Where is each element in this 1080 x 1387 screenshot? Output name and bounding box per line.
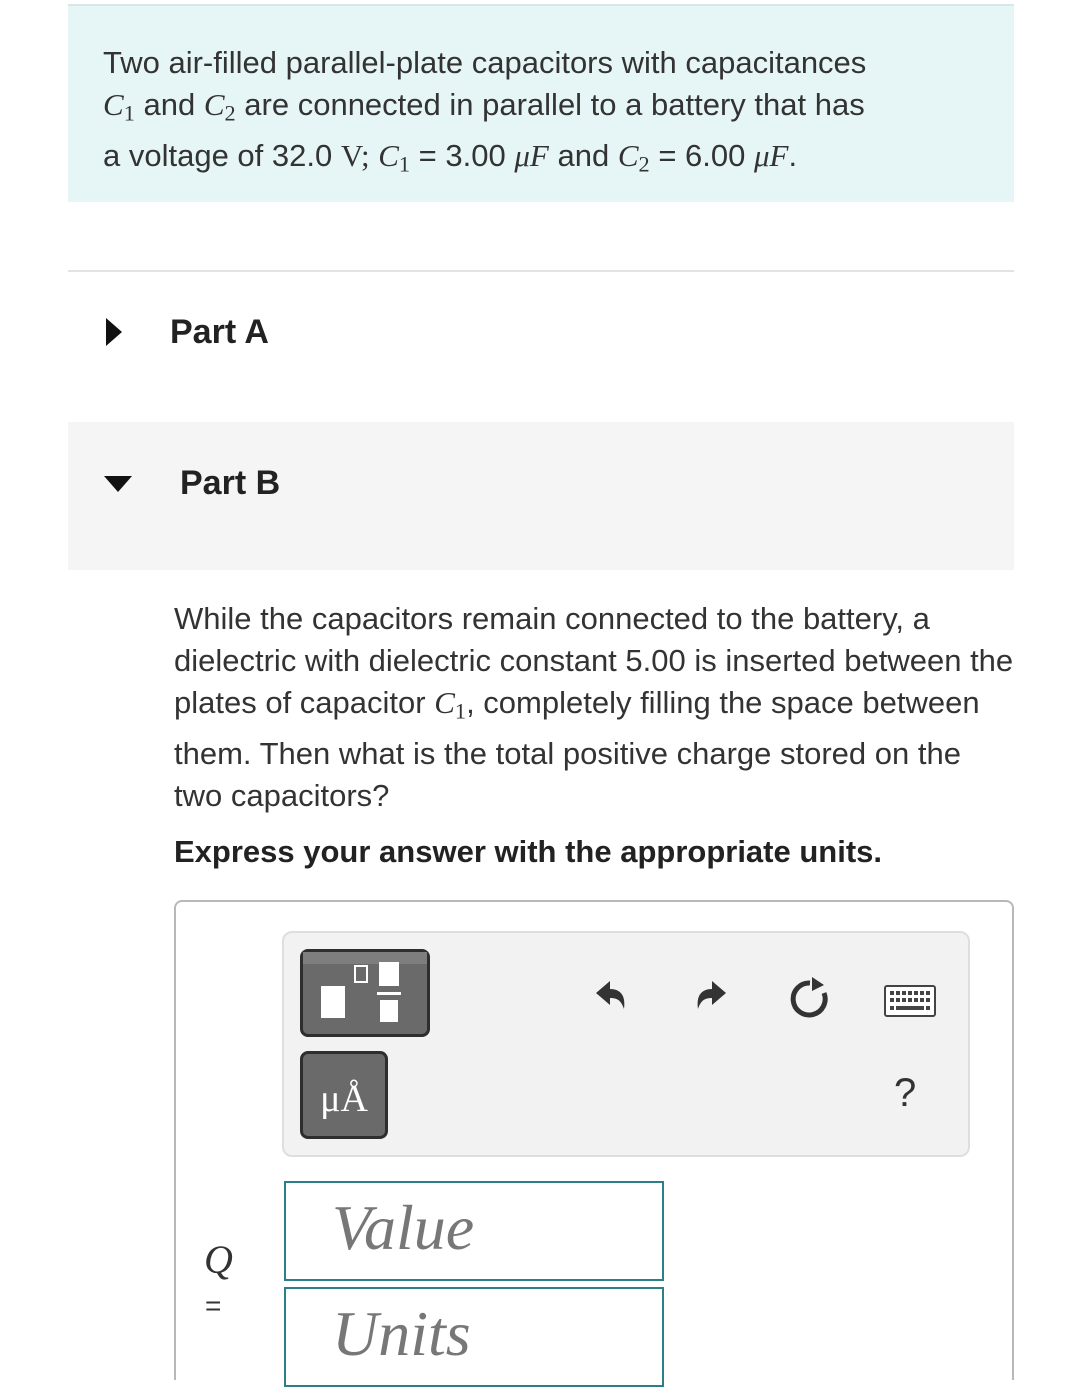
c2-value: = 6.00 bbox=[658, 137, 746, 173]
c2-symbol: $C_2$ bbox=[203, 87, 236, 126]
value-input[interactable] bbox=[284, 1181, 664, 1281]
math-toolbar bbox=[282, 931, 970, 1157]
collapse-arrow-icon[interactable] bbox=[104, 476, 132, 492]
redo-icon[interactable] bbox=[688, 969, 736, 1017]
volt-unit: V bbox=[340, 137, 361, 173]
question-text-1: While the capacitors remain connected to the battery, a dielectric with dielectric constant 5.00 is inserted between the plates of capacitor bbox=[174, 601, 1014, 720]
part-b-header[interactable] bbox=[68, 422, 1014, 570]
divider bbox=[68, 270, 1014, 272]
c1-symbol: $C_1$ bbox=[103, 87, 135, 126]
value-placeholder: Value bbox=[332, 1192, 475, 1263]
templates-icon bbox=[303, 952, 427, 1034]
part-a-header[interactable] bbox=[68, 296, 1014, 372]
microfarad-unit-1: μF bbox=[514, 137, 549, 173]
problem-statement bbox=[68, 4, 1014, 202]
answer-instruction: Express your answer with the appropriate units. bbox=[174, 834, 883, 869]
templates-button[interactable] bbox=[300, 949, 430, 1037]
units-placeholder: Units bbox=[332, 1298, 471, 1369]
units-icon: μÅ bbox=[320, 1078, 368, 1120]
part-a-label[interactable]: Part A bbox=[170, 313, 269, 351]
c1-symbol-2: $C_1$ bbox=[378, 137, 411, 177]
and-text: and bbox=[143, 87, 196, 122]
c2-symbol-2: $C_2$ bbox=[617, 137, 650, 177]
equals-sign: = bbox=[205, 1290, 222, 1321]
undo-icon[interactable] bbox=[586, 969, 634, 1017]
part-b-label[interactable]: Part B bbox=[180, 464, 281, 502]
keyboard-icon[interactable] bbox=[884, 985, 936, 1017]
and-text-2: and bbox=[557, 137, 610, 173]
problem-line-2: are connected in parallel to a battery that has bbox=[244, 87, 865, 122]
question-text bbox=[174, 598, 1014, 817]
help-icon[interactable]: ? bbox=[894, 1071, 917, 1115]
units-input[interactable] bbox=[284, 1287, 664, 1387]
reset-icon[interactable] bbox=[786, 975, 834, 1023]
problem-line-1: Two air-filled parallel-plate capacitors with capacitances bbox=[103, 45, 867, 80]
problem-text: Two air-filled parallel-plate capacitors with capacitances $C_1$ and $C_2$ are connected in parallel to a battery that has a voltage of 32.0 V; $C_1 = 3.00$ μF and $C_2 = 6.00$ μF. bbox=[103, 45, 867, 177]
question-text-2: , completely filling the space between them. Then what is the total positive charge stored on the two capacitors? bbox=[174, 685, 980, 813]
voltage-text: a voltage of 32.0 bbox=[103, 137, 333, 173]
microfarad-unit-2: μF bbox=[754, 137, 789, 173]
c1-value: = 3.00 bbox=[418, 137, 506, 173]
expand-arrow-icon[interactable] bbox=[106, 318, 122, 346]
units-button[interactable] bbox=[300, 1051, 388, 1139]
c1-symbol-question: $C_1$ bbox=[434, 685, 467, 724]
answer-variable-label: Q bbox=[204, 1237, 233, 1282]
